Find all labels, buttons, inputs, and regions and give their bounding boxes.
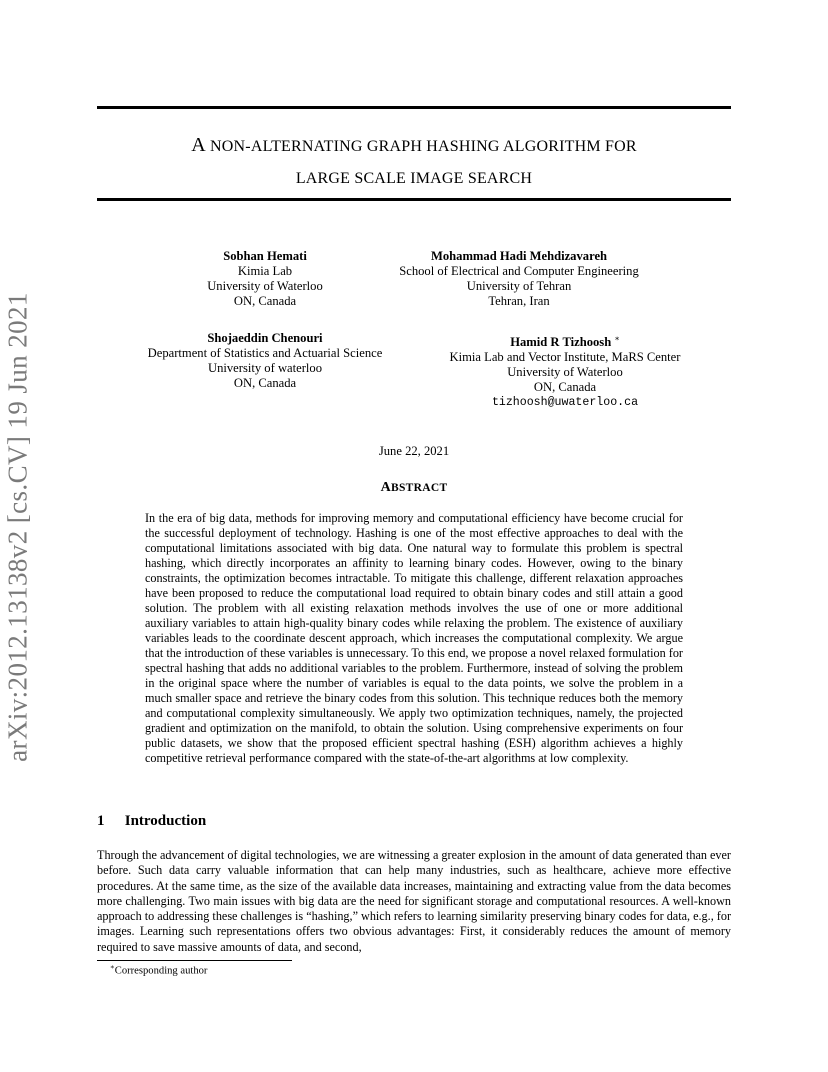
title-line2: LARGE SCALE IMAGE SEARCH xyxy=(295,170,533,187)
footnote-rule xyxy=(97,960,292,961)
section-number: 1 xyxy=(97,813,105,829)
author-name-line xyxy=(418,331,712,350)
abstract-heading xyxy=(97,480,731,496)
author-affiliation: Kimia Lab and Vector Institute, MaRS Center xyxy=(449,350,681,365)
abstract-heading-rest: BSTRACT xyxy=(391,482,448,494)
author-affiliation: Tehran, Iran xyxy=(488,294,550,308)
section-title: Introduction xyxy=(124,813,207,829)
author-affiliation: Kimia Lab xyxy=(237,264,293,278)
author-affiliation: University of Waterloo xyxy=(207,279,323,293)
author-block-2 xyxy=(372,249,666,309)
paper-title xyxy=(97,130,731,194)
author-name: Mohammad Hadi Mehdizavareh xyxy=(430,249,608,263)
author-affiliation: School of Electrical and Computer Engineering xyxy=(399,264,639,278)
abstract-text: In the era of big data, methods for improving memory and computational efficiency have become crucial for the successful deployment of technology. Hashing is one of the most effective approaches to deal with the computational limitations associated with big data. One natural way to formulate this problem is spectral hashing, which directly incorporates an affinity to learning binary codes. However, owing to the binary constraints, the optimization becomes intractable. To mitigate this challenge, different relaxation approaches have been proposed to reduce the computational load required to obtain binary codes and still attain a good solution. The problem with all existing relaxation methods involves the use of one or more additional auxiliary variables to attain high-quality binary codes while relaxing the problem. The existence of auxiliary variables leads to the coordinate descent approach, which increases the computational complexity. We argue that the introduction of these variables is unnecessary. To this end, we propose a novel relaxed formulation for spectral hashing that adds no additional variables to the problem. Furthermore, instead of solving the problem in the original space where the number of variables is equal to the data points, we solve the problem in a much smaller space and retrieve the binary codes from this solution. This technique reduces both the memory and computational complexity simultaneously. We apply two optimization techniques, namely, the projected gradient and optimization on the manifold, to obtain the solution. Using comprehensive experiments on four public datasets, we show that the proposed efficient spectral hashing (ESH) algorithm achieves a highly competitive retrieval performance compared with the state-of-the-art algorithms at low complexity. xyxy=(145,511,683,765)
footnote-text: Corresponding author xyxy=(114,965,208,977)
author-affiliation: ON, Canada xyxy=(233,376,297,390)
author-affiliation: University of waterloo xyxy=(207,361,322,375)
author-affiliation: ON, Canada xyxy=(533,380,597,395)
intro-paragraph: Through the advancement of digital technologies, we are witnessing a greater explosion in the amount of data generated than ever before. Such data carry valuable information that can help many industries, such as healthcare, achieve more effective procedures. At the same time, as the size of the available data increases, maintaining and extracting value from the data becomes more challenging. Two main issues with big data are the need for significant storage and computational resources. A well-known approach to addressing these challenges is “hashing,” which refers to learning similarity preserving binary codes for data, e.g., for images. Learning such representations offers two obvious advantages: First, it considerably reduces the amount of memory required to save massive amounts of data, and second, xyxy=(97,848,731,954)
footnote-mark: ∗ xyxy=(110,963,115,971)
author-name: Hamid R Tizhoosh xyxy=(510,335,612,350)
author-email[interactable]: tizhoosh@uwaterloo.ca xyxy=(491,396,639,410)
title-rule-bottom xyxy=(97,198,731,201)
abstract-heading-initial: A xyxy=(380,480,391,495)
title-initial: A xyxy=(191,134,205,156)
title-line1: NON-ALTERNATING GRAPH HASHING ALGORITHM FOR xyxy=(210,138,637,155)
author-affiliation: Department of Statistics and Actuarial Science xyxy=(147,346,383,360)
paper-date: June 22, 2021 xyxy=(378,444,450,458)
author-block-1 xyxy=(160,249,370,309)
author-name: Sobhan Hemati xyxy=(223,249,307,263)
section-heading xyxy=(97,813,206,830)
author-name: Shojaeddin Chenouri xyxy=(207,331,323,345)
corresponding-mark: ∗ xyxy=(614,334,620,343)
author-block-3 xyxy=(120,331,410,391)
title-rule-top xyxy=(97,106,731,109)
author-block-4 xyxy=(418,331,712,410)
author-affiliation: ON, Canada xyxy=(233,294,297,308)
author-affiliation: University of Waterloo xyxy=(507,365,623,380)
footnote xyxy=(110,963,207,977)
author-affiliation: University of Tehran xyxy=(466,279,572,293)
arxiv-stamp-text: arXiv:2012.13138v2 [cs.CV] 19 Jun 2021 xyxy=(2,292,33,762)
